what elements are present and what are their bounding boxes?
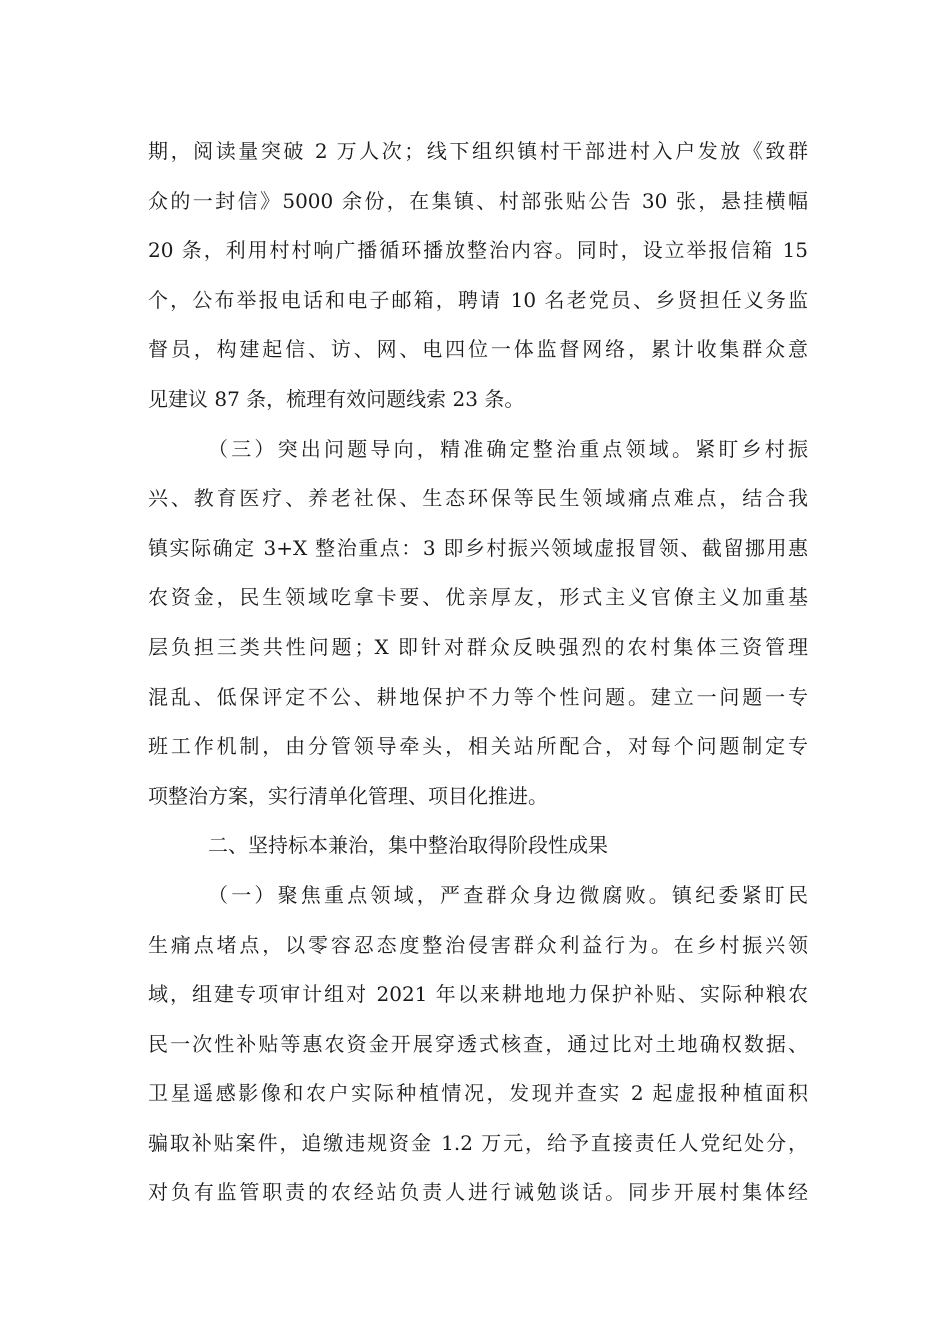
text-line: 混乱、低保评定不公、耕地保护不力等个性问题。建立一问题一专 (148, 684, 808, 709)
text-line: 对负有监管职责的农经站负责人进行诫勉谈话。同步开展村集体经 (148, 1180, 808, 1205)
text-line: 卫星遥感影像和农户实际种植情况，发现并查实 2 起虚报种植面积 (148, 1081, 808, 1106)
text-line: 农资金，民生领域吃拿卡要、优亲厚友，形式主义官僚主义加重基 (148, 585, 808, 610)
text-line: 域，组建专项审计组对 2021 年以来耕地地力保护补贴、实际种粮农 (148, 982, 808, 1007)
text-line: 班工作机制，由分管领导牵头，相关站所配合，对每个问题制定专 (148, 734, 808, 759)
text-line: 骗取补贴案件，追缴违规资金 1.2 万元，给予直接责任人党纪处分， (148, 1130, 808, 1155)
text-line: 督员，构建起信、访、网、电四位一体监督网络，累计收集群众意 (148, 337, 808, 362)
text-line: 项整治方案，实行清单化管理、项目化推进。 (148, 783, 548, 808)
text-line: 兴、教育医疗、养老社保、生态环保等民生领域痛点难点，结合我 (148, 486, 808, 511)
text-line: 层负担三类共性问题；X 即针对群众反映强烈的农村集体三资管理 (148, 634, 808, 659)
text-line: 众的一封信》5000 余份，在集镇、村部张贴公告 30 张，悬挂横幅 (148, 188, 808, 213)
text-line: 个，公布举报电话和电子邮箱，聘请 10 名老党员、乡贤担任义务监 (148, 287, 808, 312)
paragraph-start-line: （三）突出问题导向，精准确定整治重点领域。紧盯乡村振 (208, 436, 808, 461)
text-line: 民一次性补贴等惠农资金开展穿透式核查，通过比对土地确权数据、 (148, 1031, 808, 1056)
text-line: 期，阅读量突破 2 万人次；线下组织镇村干部进村入户发放《致群 (148, 139, 808, 163)
text-line: 20 条，利用村村响广播循环播放整治内容。同时，设立举报信箱 15 (148, 238, 808, 263)
text-line: 生痛点堵点，以零容忍态度整治侵害群众利益行为。在乡村振兴领 (148, 932, 808, 957)
text-line: 镇实际确定 3+X 整治重点：3 即乡村振兴领域虚报冒领、截留挪用惠 (148, 535, 808, 560)
document-body (148, 127, 808, 1218)
paragraph-start-line: （一）聚焦重点领域，严查群众身边微腐败。镇纪委紧盯民 (208, 882, 808, 907)
section-heading: 二、坚持标本兼治，集中整治取得阶段性成果 (208, 833, 608, 858)
text-line: 见建议 87 条，梳理有效问题线索 23 条。 (148, 386, 525, 411)
